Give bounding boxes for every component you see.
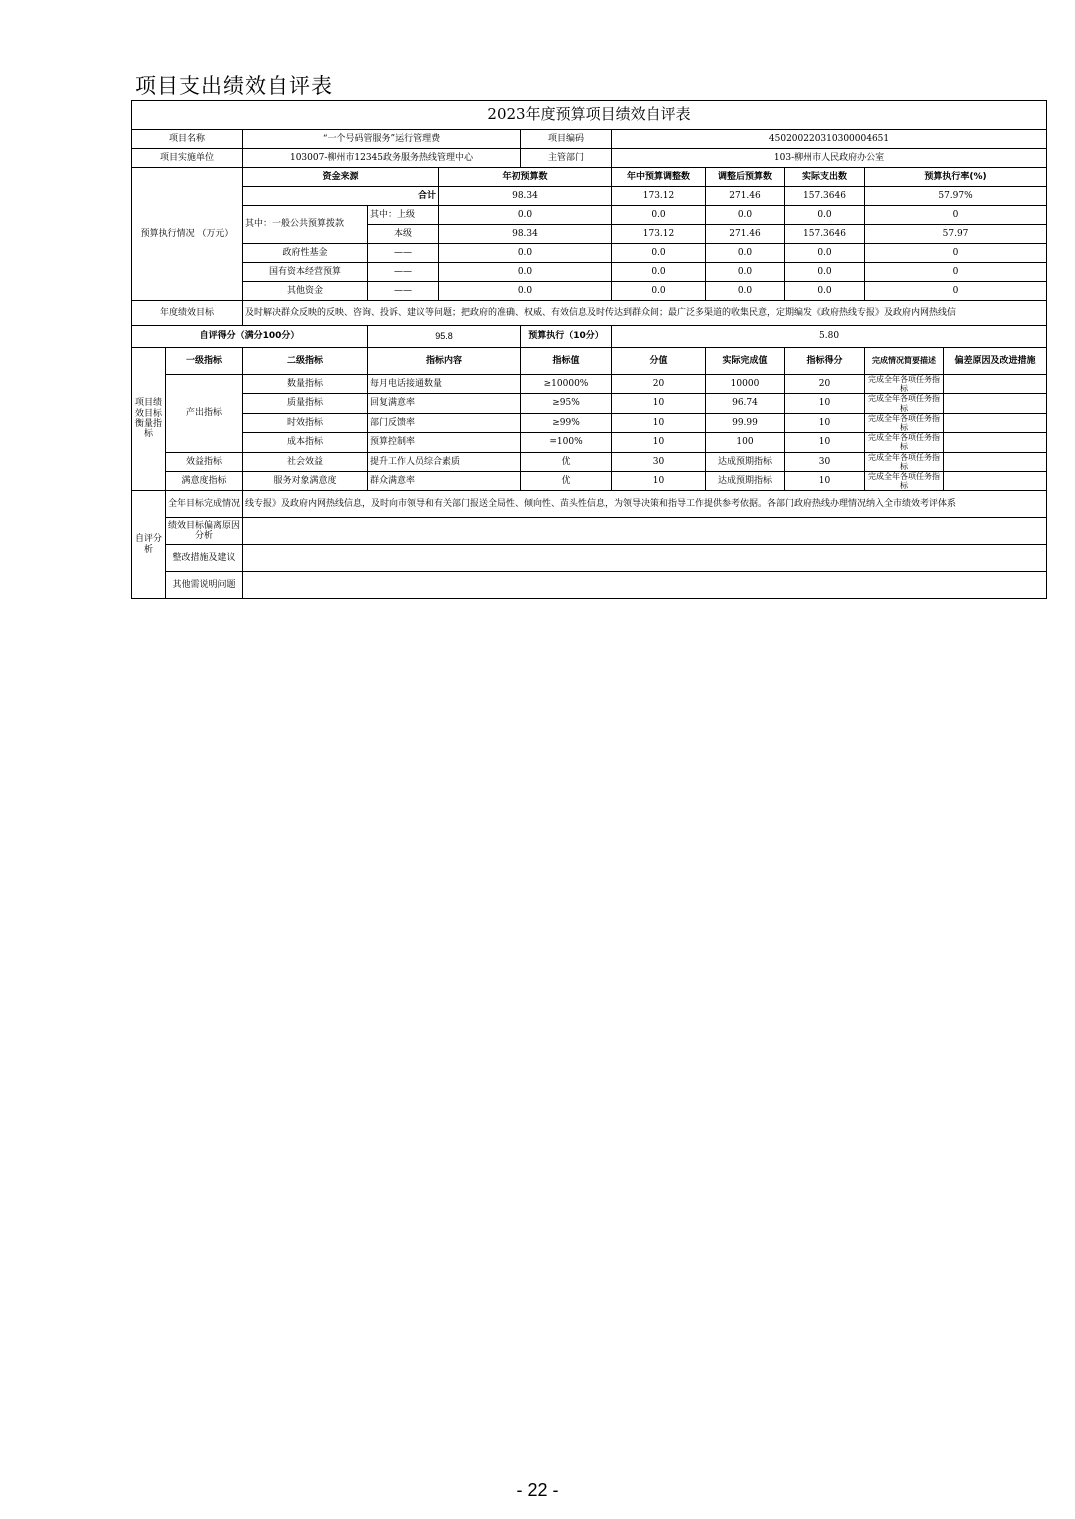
budget-cell: 157.3646: [785, 187, 865, 206]
indicator-level2: 社会效益: [243, 452, 368, 471]
indicator-score: 10: [785, 394, 865, 413]
indicator-score: 20: [785, 375, 865, 394]
benefit-indicator-label: 效益指标: [166, 452, 243, 471]
project-name-label: 项目名称: [132, 130, 243, 149]
budget-cell: 0.0: [439, 244, 612, 263]
budget-fund-label: 国有资本经营预算: [243, 263, 368, 282]
indicator-desc: 完成全年各项任务指标: [865, 471, 944, 490]
indicator-actual: 99.99: [706, 413, 785, 432]
analysis-section-label: 自评分析: [132, 491, 166, 599]
budget-fund-label: 政府性基金: [243, 244, 368, 263]
impl-unit: 103007-柳州市12345政务服务热线管理中心: [243, 149, 521, 168]
dept: 103-柳州市人民政府办公室: [612, 149, 1047, 168]
budget-header: 预算执行率(%): [865, 168, 1047, 187]
indicator-target: 优: [521, 471, 612, 490]
indicator-actual: 10000: [706, 375, 785, 394]
budget-header: 年初预算数: [439, 168, 612, 187]
indicator-header: 指标值: [521, 348, 612, 375]
completion-text: 线专报》及政府内网热线信息，及时向市领导和有关部门报送全局性、倾向性、苗头性信息，为领导决策和指导工作提供参考依据。各部门政府热线办理情况纳入全市绩效考评体系: [243, 491, 1047, 518]
indicator-deviation: [944, 375, 1047, 394]
indicator-deviation: [944, 413, 1047, 432]
budget-cell: 0: [865, 282, 1047, 301]
budget-local-label: 本级: [368, 225, 439, 244]
budget-cell: 0.0: [706, 282, 785, 301]
indicator-score: 30: [785, 452, 865, 471]
indicator-actual: 96.74: [706, 394, 785, 413]
indicator-actual: 100: [706, 433, 785, 452]
other-text: [243, 572, 1047, 599]
indicator-deviation: [944, 452, 1047, 471]
indicator-score: 10: [785, 433, 865, 452]
indicator-target: ≥99%: [521, 413, 612, 432]
indicator-content: 部门反馈率: [368, 413, 521, 432]
indicator-weight: 10: [612, 471, 706, 490]
budget-dash: ——: [368, 263, 439, 282]
performance-table: [131, 100, 1047, 599]
completion-label: 全年目标完成情况: [166, 491, 243, 518]
indicator-level2: 时效指标: [243, 413, 368, 432]
budget-header: 资金来源: [243, 168, 439, 187]
budget-header: 年中预算调整数: [612, 168, 706, 187]
page-number: - 22 -: [516, 1480, 559, 1500]
indicator-target: ≥95%: [521, 394, 612, 413]
indicator-content: 预算控制率: [368, 433, 521, 452]
satisfaction-indicator-label: 满意度指标: [166, 471, 243, 490]
indicators-section-label: 项目绩效目标衡量指标: [132, 348, 166, 491]
budget-cell: 0.0: [439, 263, 612, 282]
indicator-desc: 完成全年各项任务指标: [865, 413, 944, 432]
budget-cell: 0: [865, 263, 1047, 282]
budget-cell: 0.0: [785, 244, 865, 263]
exec-score-value: 5.80: [612, 326, 1047, 348]
impl-unit-label: 项目实施单位: [132, 149, 243, 168]
indicator-score: 10: [785, 413, 865, 432]
budget-cell: 0: [865, 206, 1047, 225]
indicator-header: 实际完成值: [706, 348, 785, 375]
indicator-desc: 完成全年各项任务指标: [865, 375, 944, 394]
indicator-content: 每月电话接通数量: [368, 375, 521, 394]
project-name: “一个号码管服务”运行管理费: [243, 130, 521, 149]
indicator-header: 指标内容: [368, 348, 521, 375]
project-code-label: 项目编码: [521, 130, 612, 149]
indicator-header: 指标得分: [785, 348, 865, 375]
budget-total-label: 合计: [243, 187, 439, 206]
indicator-weight: 10: [612, 413, 706, 432]
budget-cell: 98.34: [439, 225, 612, 244]
indicator-desc: 完成全年各项任务指标: [865, 452, 944, 471]
budget-general-label: 其中：一般公共预算拨款: [243, 206, 368, 244]
indicator-actual: 达成预期指标: [706, 471, 785, 490]
budget-cell: 0.0: [706, 263, 785, 282]
budget-header: 实际支出数: [785, 168, 865, 187]
indicator-level2: 服务对象满意度: [243, 471, 368, 490]
budget-upper-label: 其中：上级: [368, 206, 439, 225]
indicator-weight: 10: [612, 394, 706, 413]
indicator-header: 偏差原因及改进措施: [944, 348, 1047, 375]
budget-cell: 0.0: [785, 263, 865, 282]
indicator-target: =100%: [521, 433, 612, 452]
budget-cell: 57.97: [865, 225, 1047, 244]
indicator-target: ≥10000%: [521, 375, 612, 394]
annual-goal-text: 及时解决群众反映的反映、咨询、投诉、建议等问题；把政府的准确、权威、有效信息及时传达到群众间；最广泛多渠道的收集民意，定期编发《政府热线专报》及政府内网热线信: [243, 301, 1047, 326]
indicator-score: 10: [785, 471, 865, 490]
page-heading: 项目支出绩效自评表: [135, 74, 333, 98]
table-title: 2023年度预算项目绩效自评表: [132, 101, 1047, 130]
output-indicator-label: 产出指标: [166, 375, 243, 453]
rectify-text: [243, 545, 1047, 572]
budget-cell: 57.97%: [865, 187, 1047, 206]
indicator-target: 优: [521, 452, 612, 471]
budget-cell: 271.46: [706, 187, 785, 206]
indicator-weight: 30: [612, 452, 706, 471]
budget-cell: 173.12: [612, 225, 706, 244]
budget-cell: 0.0: [706, 244, 785, 263]
budget-cell: 157.3646: [785, 225, 865, 244]
deviation-label: 绩效目标偏离原因分析: [166, 518, 243, 545]
exec-score-label: 预算执行（10分）: [521, 326, 612, 348]
budget-cell: 173.12: [612, 187, 706, 206]
indicator-desc: 完成全年各项任务指标: [865, 433, 944, 452]
budget-cell: 0.0: [785, 206, 865, 225]
indicator-actual: 达成预期指标: [706, 452, 785, 471]
budget-cell: 0.0: [785, 282, 865, 301]
indicator-deviation: [944, 433, 1047, 452]
dept-label: 主管部门: [521, 149, 612, 168]
indicator-header: 一级指标: [166, 348, 243, 375]
budget-fund-label: 其他资金: [243, 282, 368, 301]
budget-cell: 0.0: [612, 282, 706, 301]
annual-goal-label: 年度绩效目标: [132, 301, 243, 326]
indicator-deviation: [944, 394, 1047, 413]
budget-cell: 0.0: [439, 282, 612, 301]
indicator-level2: 数量指标: [243, 375, 368, 394]
other-label: 其他需说明问题: [166, 572, 243, 599]
indicator-header: 分值: [612, 348, 706, 375]
budget-cell: 0.0: [439, 206, 612, 225]
budget-dash: ——: [368, 282, 439, 301]
indicator-level2: 质量指标: [243, 394, 368, 413]
budget-cell: 271.46: [706, 225, 785, 244]
indicator-level2: 成本指标: [243, 433, 368, 452]
project-code: 450200220310300004651: [612, 130, 1047, 149]
indicator-header: 二级指标: [243, 348, 368, 375]
indicator-desc: 完成全年各项任务指标: [865, 394, 944, 413]
budget-section-label: 预算执行情况 （万元）: [132, 168, 243, 301]
rectify-label: 整改措施及建议: [166, 545, 243, 572]
budget-cell: 0: [865, 244, 1047, 263]
indicator-content: 提升工作人员综合素质: [368, 452, 521, 471]
indicator-deviation: [944, 471, 1047, 490]
indicator-weight: 20: [612, 375, 706, 394]
indicator-content: 回复满意率: [368, 394, 521, 413]
indicator-weight: 10: [612, 433, 706, 452]
budget-header: 调整后预算数: [706, 168, 785, 187]
budget-cell: 0.0: [612, 206, 706, 225]
self-score-label: 自评得分（满分100分）: [132, 326, 368, 348]
indicator-header: 完成情况简要描述: [865, 348, 944, 375]
budget-cell: 0.0: [706, 206, 785, 225]
budget-cell: 98.34: [439, 187, 612, 206]
budget-cell: 0.0: [612, 244, 706, 263]
indicator-content: 群众满意率: [368, 471, 521, 490]
budget-cell: 0.0: [612, 263, 706, 282]
budget-dash: ——: [368, 244, 439, 263]
self-score-value: 95.8: [368, 326, 521, 348]
deviation-text: [243, 518, 1047, 545]
